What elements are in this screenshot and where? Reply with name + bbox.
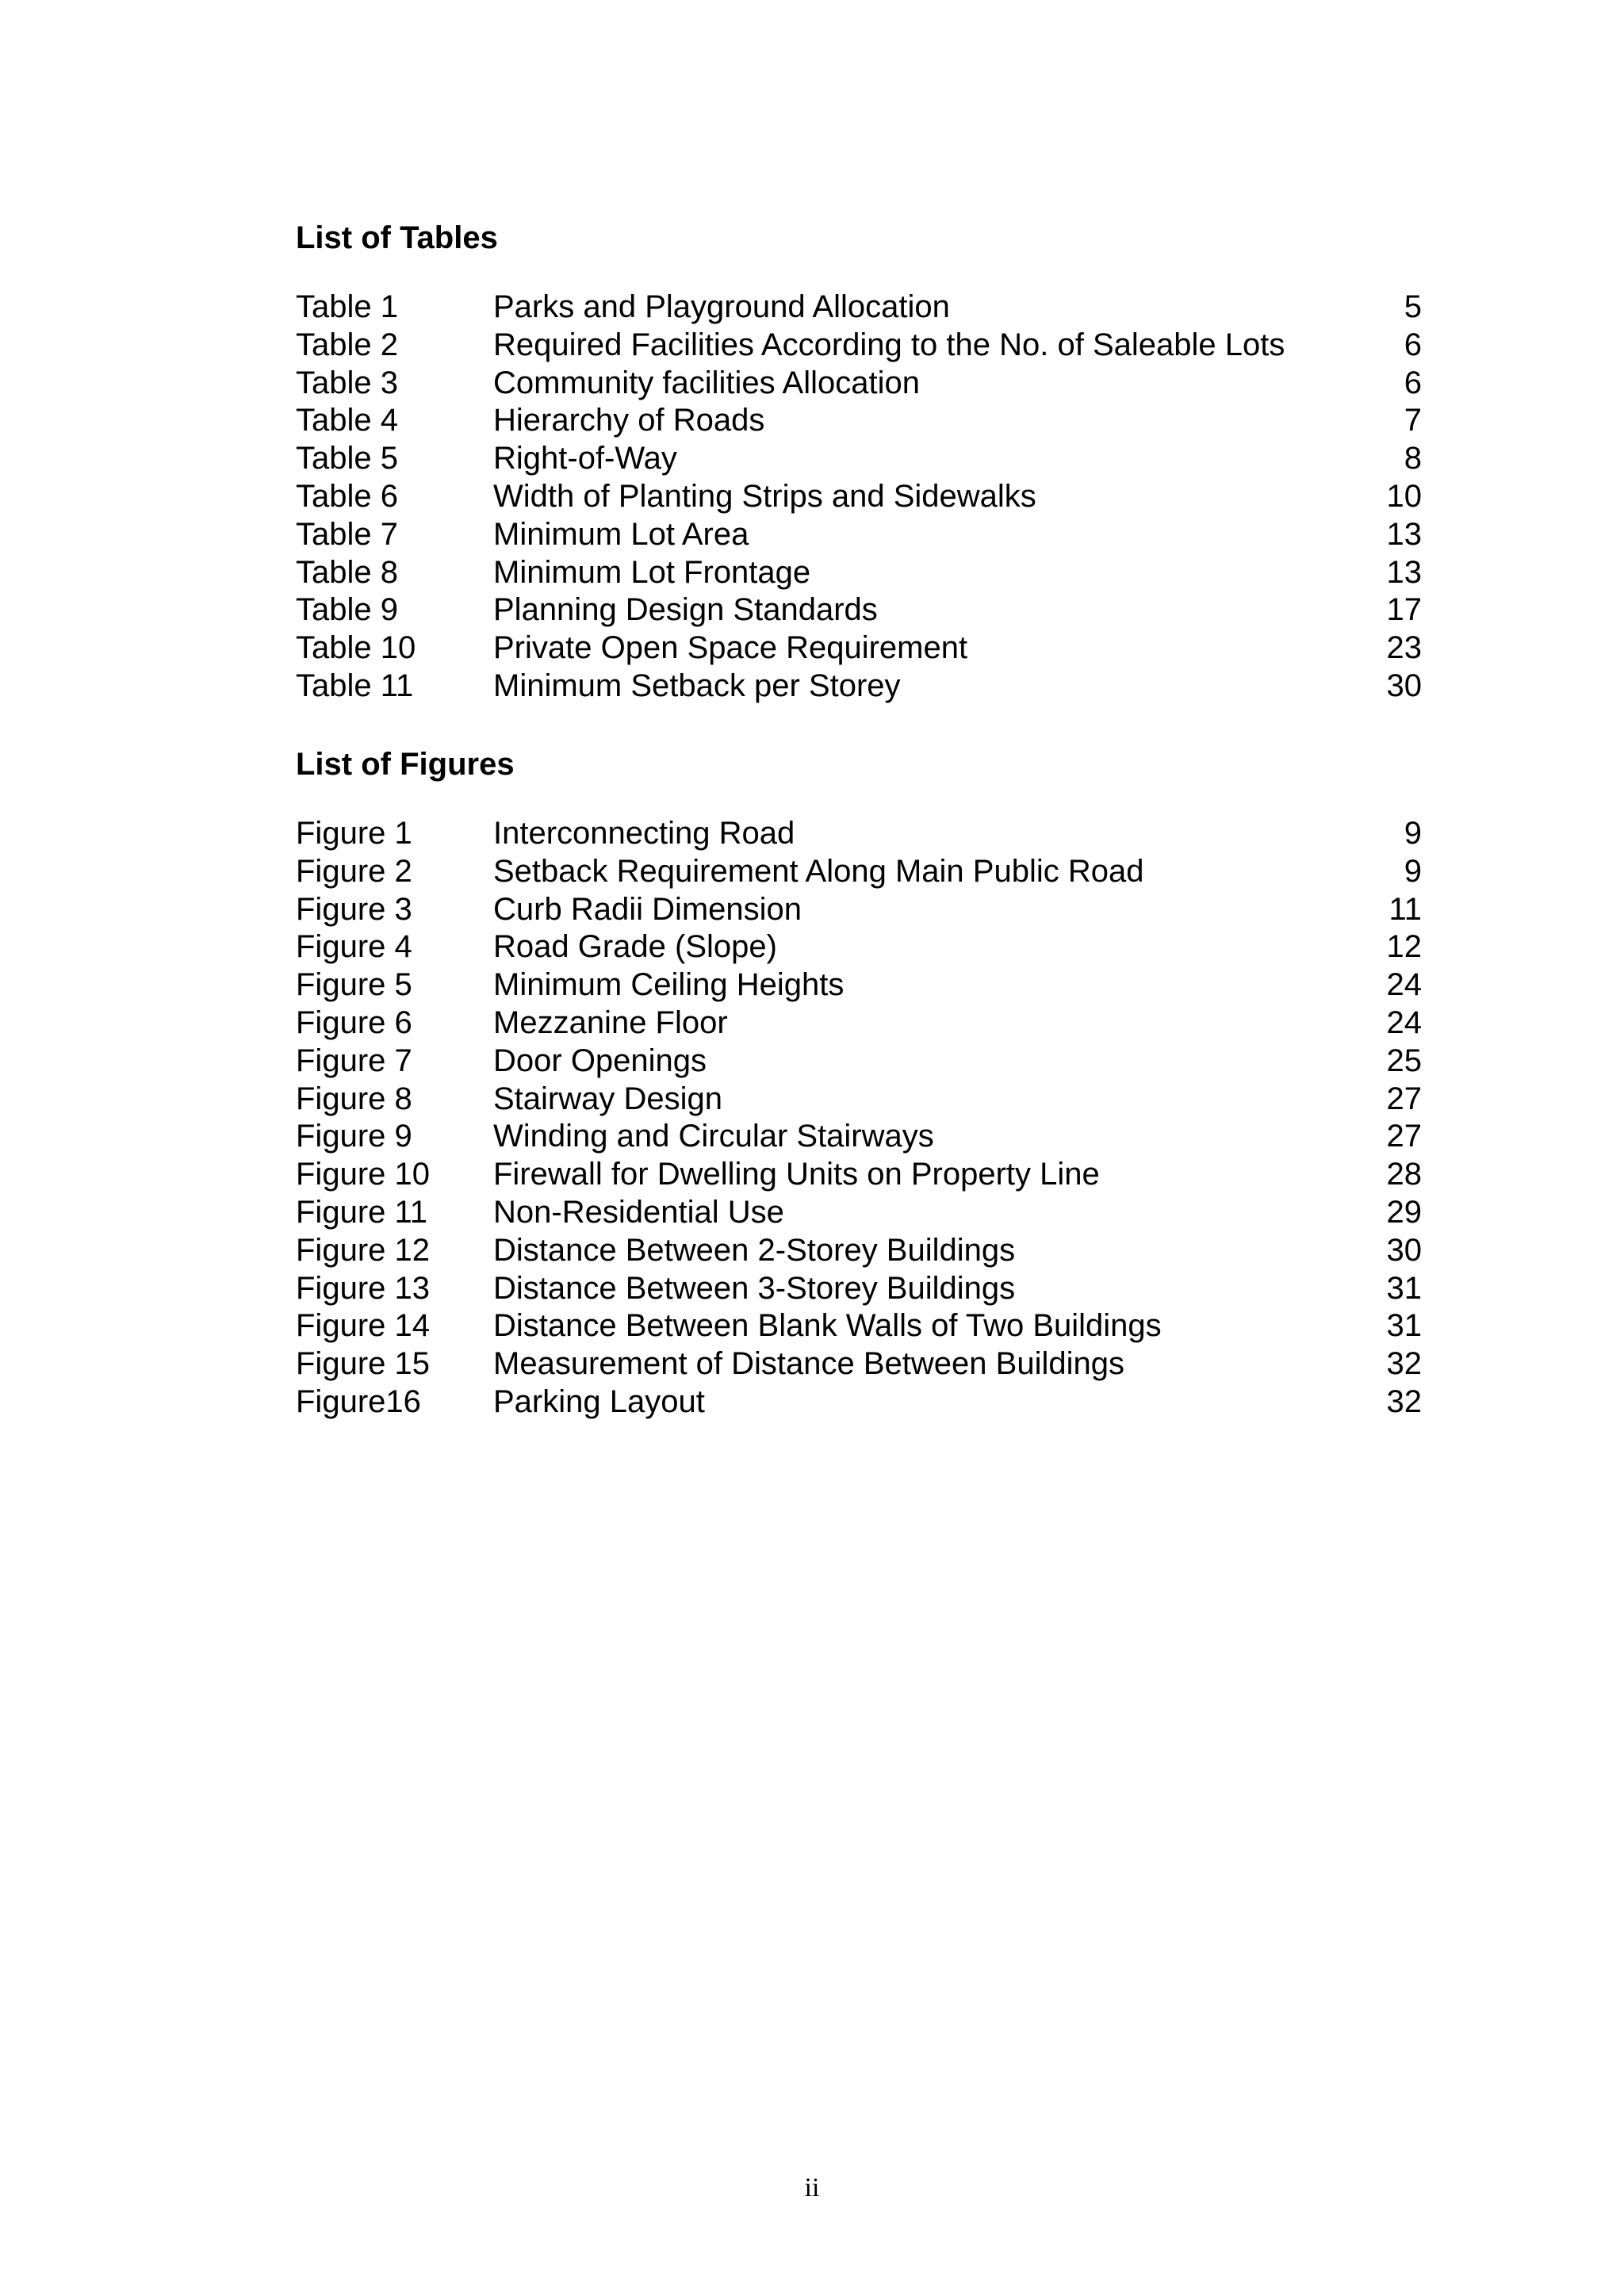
figure-entry-title: Curb Radii Dimension <box>493 891 802 927</box>
table-entry-title: Right-of-Way <box>493 441 677 476</box>
figure-entry-title: Parking Layout <box>493 1383 705 1419</box>
table-entry-label: Table 9 <box>296 592 398 628</box>
figure-entry-label: Figure 1 <box>296 816 412 851</box>
table-entry-page-number: 17 <box>1386 592 1422 628</box>
figure-entry-title: Minimum Ceiling Heights <box>493 967 845 1003</box>
table-entry <box>296 289 1422 327</box>
table-entry-title: Minimum Lot Area <box>493 516 749 552</box>
figure-entry-title: Setback Requirement Along Main Public Road <box>493 853 1144 889</box>
table-entry <box>296 591 1422 629</box>
list-of-tables-section <box>296 219 1422 706</box>
table-entry-page-number: 5 <box>1404 289 1422 324</box>
table-entry-label: Table 10 <box>296 630 416 666</box>
table-entry-label: Table 1 <box>296 289 398 324</box>
figure-entry-label: Figure 3 <box>296 891 412 927</box>
figure-entry-title: Distance Between 3-Storey Buildings <box>493 1270 1016 1306</box>
table-entry-page-number: 30 <box>1386 668 1422 703</box>
figure-entry-page-number: 30 <box>1386 1232 1422 1268</box>
figure-entry <box>296 1118 1422 1156</box>
table-entry-title: Planning Design Standards <box>493 592 878 628</box>
table-entry <box>296 629 1422 668</box>
table-entry-label: Table 6 <box>296 478 398 514</box>
figure-entry-title: Interconnecting Road <box>493 816 795 851</box>
figure-entry-title: Door Openings <box>493 1043 707 1078</box>
figure-entry-page-number: 31 <box>1386 1308 1422 1344</box>
table-entry-title: Minimum Setback per Storey <box>493 668 901 703</box>
table-entry-page-number: 13 <box>1386 554 1422 590</box>
figure-entry <box>296 1156 1422 1194</box>
table-entry-title: Parks and Playground Allocation <box>493 289 950 324</box>
figure-entry-title: Firewall for Dwelling Units on Property Line <box>493 1157 1100 1192</box>
figure-entry-label: Figure 12 <box>296 1232 430 1268</box>
list-of-tables <box>296 289 1422 706</box>
table-entry-page-number: 13 <box>1386 516 1422 552</box>
figure-entry <box>296 853 1422 891</box>
figure-entry-title: Winding and Circular Stairways <box>493 1119 934 1154</box>
table-entry <box>296 668 1422 706</box>
table-entry-page-number: 23 <box>1386 630 1422 666</box>
figure-entry-page-number: 31 <box>1386 1270 1422 1306</box>
figure-entry-page-number: 24 <box>1386 967 1422 1003</box>
figure-entry-label: Figure 4 <box>296 929 412 965</box>
figure-entry-label: Figure 9 <box>296 1119 412 1154</box>
table-entry-page-number: 8 <box>1404 441 1422 476</box>
table-entry-label: Table 4 <box>296 403 398 438</box>
table-entry-label: Table 11 <box>296 668 414 703</box>
figure-entry <box>296 1043 1422 1081</box>
table-entry-page-number: 6 <box>1404 365 1422 400</box>
figure-entry-title: Stairway Design <box>493 1081 723 1116</box>
figure-entry-label: Figure 11 <box>296 1194 428 1230</box>
table-entry-page-number: 6 <box>1404 327 1422 362</box>
figure-entry-label: Figure 15 <box>296 1346 430 1382</box>
figure-entry-page-number: 9 <box>1404 816 1422 851</box>
figure-entry-page-number: 28 <box>1386 1157 1422 1192</box>
table-entry <box>296 478 1422 516</box>
figure-entry-label: Figure 10 <box>296 1157 430 1192</box>
table-entry <box>296 365 1422 403</box>
figure-entry <box>296 1232 1422 1270</box>
table-entry <box>296 516 1422 554</box>
figure-entry-page-number: 27 <box>1386 1119 1422 1154</box>
table-entry-page-number: 7 <box>1404 403 1422 438</box>
table-entry-title: Minimum Lot Frontage <box>493 554 811 590</box>
figure-entry <box>296 1081 1422 1119</box>
table-entry <box>296 554 1422 592</box>
table-entry-title: Private Open Space Requirement <box>493 630 968 666</box>
figure-entry-label: Figure 6 <box>296 1004 412 1040</box>
list-of-figures-heading: List of Figures <box>296 747 515 782</box>
table-entry-title: Hierarchy of Roads <box>493 403 765 438</box>
figure-entry-label: Figure 14 <box>296 1308 430 1344</box>
figure-entry-page-number: 32 <box>1386 1346 1422 1382</box>
figure-entry <box>296 1345 1422 1383</box>
table-entry <box>296 440 1422 478</box>
figure-entry <box>296 815 1422 853</box>
list-of-figures <box>296 815 1422 1422</box>
figure-entry-label: Figure 8 <box>296 1081 412 1116</box>
table-entry-page-number: 10 <box>1386 478 1422 514</box>
figure-entry-page-number: 29 <box>1386 1194 1422 1230</box>
figure-entry <box>296 1270 1422 1308</box>
figure-entry <box>296 1307 1422 1345</box>
figure-entry-page-number: 11 <box>1388 891 1422 927</box>
list-of-figures-section <box>296 745 1422 1422</box>
figure-entry-label: Figure 5 <box>296 967 412 1003</box>
table-entry-label: Table 5 <box>296 441 398 476</box>
figure-entry <box>296 1194 1422 1232</box>
figure-entry-page-number: 24 <box>1386 1004 1422 1040</box>
figure-entry-label: Figure 7 <box>296 1043 412 1078</box>
table-entry-label: Table 2 <box>296 327 398 362</box>
figure-entry-label: Figure 13 <box>296 1270 430 1306</box>
figure-entry-title: Non-Residential Use <box>493 1194 784 1230</box>
figure-entry-title: Distance Between 2-Storey Buildings <box>493 1232 1016 1268</box>
table-entry-label: Table 8 <box>296 554 398 590</box>
figure-entry <box>296 891 1422 929</box>
figure-entry-title: Distance Between Blank Walls of Two Buildings <box>493 1308 1162 1344</box>
figure-entry-title: Mezzanine Floor <box>493 1004 728 1040</box>
figure-entry <box>296 1004 1422 1043</box>
table-entry-title: Width of Planting Strips and Sidewalks <box>493 478 1036 514</box>
figure-entry-title: Measurement of Distance Between Buildings <box>493 1346 1124 1382</box>
page-number: ii <box>804 2173 820 2202</box>
figure-entry-label: Figure16 <box>296 1383 421 1419</box>
table-entry-title: Community facilities Allocation <box>493 365 920 400</box>
table-entry-label: Table 7 <box>296 516 398 552</box>
table-entry-title: Required Facilities According to the No. of Saleable Lots <box>493 327 1285 362</box>
figure-entry-page-number: 9 <box>1404 853 1422 889</box>
figure-entry-page-number: 27 <box>1386 1081 1422 1116</box>
table-entry-label: Table 3 <box>296 365 398 400</box>
figure-entry-page-number: 12 <box>1386 929 1422 965</box>
table-entry <box>296 402 1422 440</box>
figure-entry-title: Road Grade (Slope) <box>493 929 777 965</box>
figure-entry <box>296 928 1422 966</box>
figure-entry <box>296 966 1422 1004</box>
figure-entry-page-number: 25 <box>1386 1043 1422 1078</box>
figure-entry-page-number: 32 <box>1386 1383 1422 1419</box>
list-of-tables-heading: List of Tables <box>296 220 498 255</box>
figure-entry <box>296 1383 1422 1422</box>
figure-entry-label: Figure 2 <box>296 853 412 889</box>
table-entry <box>296 327 1422 365</box>
